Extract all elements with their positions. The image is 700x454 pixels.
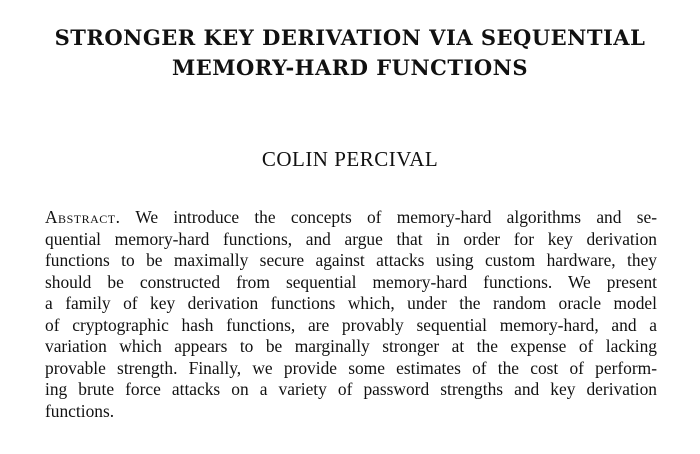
abstract-line-8: provable strength. Finally, we provide some estimates of the cost of perform- [45, 357, 657, 378]
abstract-line-3: functions to be maximally secure against attacks using custom hardware, they [45, 250, 657, 270]
title-line-1: STRONGER KEY DERIVATION VIA SEQUENTIAL [54, 25, 646, 50]
abstract-line-10: functions. [45, 400, 115, 421]
abstract-line-9: ing brute force attacks on a variety of password strengths and key derivation [45, 379, 657, 399]
abstract-line-4: should be constructed from sequential memory-hard functions. We present [45, 271, 657, 292]
abstract-label: Abstract. [45, 207, 121, 227]
paper-title [20, 23, 680, 83]
abstract-line-7: variation which appears to be marginally stronger at the expense of lacking [45, 336, 657, 356]
abstract-line-1 [45, 207, 657, 229]
author-name: COLIN PERCIVAL [261, 147, 439, 171]
abstract-line-6: of cryptographic hash functions, are provably sequential memory-hard, and a [45, 314, 657, 335]
abstract-line-1-text: We introduce the concepts of memory-hard algorithms and se- [135, 207, 657, 227]
abstract-line-5: a family of key derivation functions which, under the random oracle model [45, 293, 657, 313]
abstract [45, 207, 657, 422]
title-line-2: MEMORY-HARD FUNCTIONS [171, 55, 529, 80]
abstract-line-2: quential memory-hard functions, and argue that in order for key derivation [45, 228, 657, 249]
